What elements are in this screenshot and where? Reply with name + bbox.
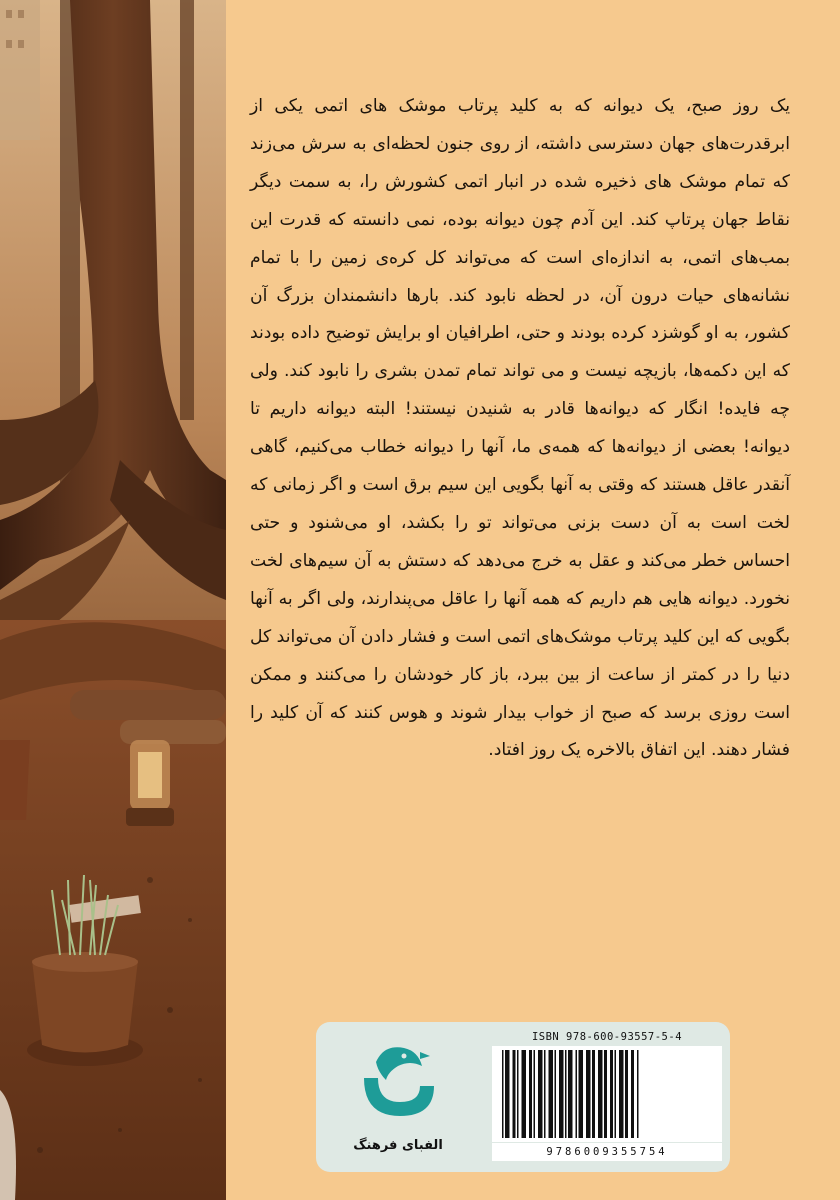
barcode-digits: 9786009355754 <box>492 1143 722 1161</box>
barcode-panel <box>316 1022 730 1172</box>
barcode <box>492 1046 722 1142</box>
bird-logo-icon <box>334 1032 462 1136</box>
forest-illustration <box>0 0 226 1200</box>
back-cover-text: یک روز صبح، یک دیوانه که به کلید پرتاب موشک های اتمی یکی از ابرقدرت‌های جهان دسترسی داشته، از روی جنون لحظه‌ای به سرش می‌زند که تمام موشک های ذخیره شده در انبار اتمی کشورش را، به سمت دیگر نقاط جهان پرتاپ کند. این آدم چون دیوانه بوده، نمی دانسته که قدرت این بمب‌های اتمی، به اندازه‌ای است که می‌تواند کل کره‌ی زمین را با تمام نشانه‌های حیات درون آن، در لحظه نابود کند. بارها دانشمندان بزرگ آن کشور، به او گوشزد کرده بودند و حتی، اطرافیان او برایش توضیح داده بودند که این دکمه‌ها، بازیچه نیست و می تواند تمام تمدن بشری را نابود کند. ولی چه فایده! انگار که دیوانه‌ها قادر به شنیدن نیستند! البته دیوانه داریم تا دیوانه! بعضی از دیوانه‌ها که همه‌ی ما، آنها را دیوانه خطاب می‌کنیم، گاهی آنقدر عاقل هستند که وقتی به آنها بگویی این سیم برق است و اگر زمانی که لخت است به آن دست بزنی می‌تواند تو را بکشد، او می‌شنود و حتی احساس خطر می‌کند و عقل به خرج می‌دهد که دستش به آن سیم‌های لخت نخورد. دیوانه هایی هم داریم که همه آنها را عاقل می‌پندارند، ولی اگر به آنها بگویی که این کلید پرتاب موشک‌های اتمی است و فشار دادن آن می‌تواند کل دنیا را در کمتر از ساعت از بین ببرد، باز کار خودشان را می‌کنند و ممکن است روزی برسد که صبح از خواب بیدار شوند و هوس کنند که آن کلید را فشار دهند. این اتفاق بالاخره یک روز افتاد. <box>250 96 790 761</box>
publisher-logo <box>334 1032 462 1162</box>
publisher-name: الفبای فرهنگ <box>353 1138 443 1153</box>
isbn-label: ISBN 978-600-93557-5-4 <box>531 1031 683 1043</box>
